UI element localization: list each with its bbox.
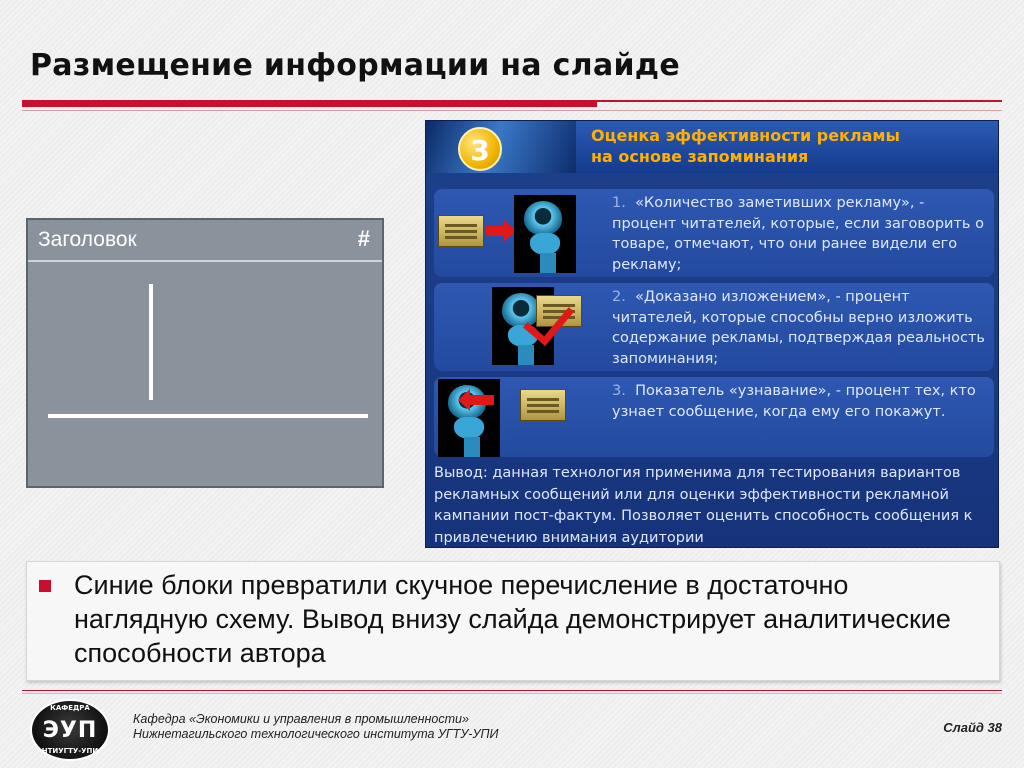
mock-slide-header: [28, 220, 382, 262]
slide-number: Слайд 38: [943, 720, 1002, 735]
title-rule: [597, 100, 1002, 102]
title-rule-thin: [22, 110, 1002, 111]
panel-item-number: 1.: [612, 195, 626, 211]
panel-conclusion: Вывод: данная технология применима для тестирования вариантов рекламных сообщений или для оценки эффективности рекламной кампании пост-фактум. Позволяет оценить способность сообщения к привлечению внимания аудитории: [434, 465, 973, 546]
panel-item-1: [434, 189, 994, 277]
logo-main-text: ЭУП: [42, 718, 98, 743]
panel-item-number: 2.: [612, 289, 626, 305]
title-underline: [22, 100, 597, 107]
ad-thumbnail-icon: [438, 215, 484, 247]
commentary-text: Синие блоки превратили скучное перечисление в достаточно наглядную схему. Вывод внизу слайда демонстрирует аналитические способности автора: [74, 570, 951, 668]
example-slide-image: [425, 120, 999, 548]
footer-department-text: [133, 712, 633, 742]
panel-item-text: [612, 381, 990, 422]
panel-heading-line2: на основе запоминания: [591, 147, 809, 166]
department-logo: [30, 699, 110, 761]
logo-bottom-text: НТИУГТУ-УПИ: [41, 747, 99, 755]
panel-heading: [591, 125, 991, 167]
logo-top-text: КАФЕДРА: [50, 704, 90, 712]
panel-item-2: [434, 283, 994, 371]
ad-thumbnail-icon: [520, 389, 566, 421]
arrow-right-icon: [486, 226, 506, 236]
panel-item-description: Показатель «узнавание», - процент тех, кто узнает сообщение, когда ему его покажут.: [612, 383, 976, 420]
mock-slide-number-placeholder: #: [357, 226, 370, 251]
footer-line-1: Кафедра «Экономики и управления в промышленности»: [133, 712, 469, 726]
number-badge: 3: [458, 127, 502, 171]
footer-rule: [22, 690, 1002, 691]
mock-horizontal-axis: [48, 414, 368, 418]
panel-item-number: 3.: [612, 383, 626, 399]
footer-line-2: Нижнетагильского технологического института УГТУ-УПИ: [133, 727, 499, 741]
footer-rule-thin: [22, 693, 1002, 694]
panel-item-3: [434, 377, 994, 457]
panel-item-description: «Количество заметивших рекламу», - процент читателей, которые, если заговорить о товаре, отмечают, что они ранее видели его рекламу;: [612, 195, 984, 273]
xray-head-icon: [514, 195, 576, 273]
panel-item-text: [612, 193, 990, 275]
panel-item-description: «Доказано изложением», - процент читателей, которые способны верно изложить содержание рекламы, подтверждая реальность запоминания;: [612, 289, 985, 367]
panel-heading-line1: Оценка эффективности рекламы: [591, 126, 900, 145]
slide-title: Размещение информации на слайде: [30, 48, 680, 83]
mock-vertical-axis: [149, 284, 153, 400]
bullet-square-icon: [39, 580, 51, 592]
mock-slide-header-label: Заголовок: [38, 228, 137, 251]
panel-item-text: [612, 287, 990, 369]
mock-slide-layout: [26, 218, 384, 488]
arrow-left-icon: [468, 395, 494, 405]
commentary-box: [26, 561, 1000, 681]
